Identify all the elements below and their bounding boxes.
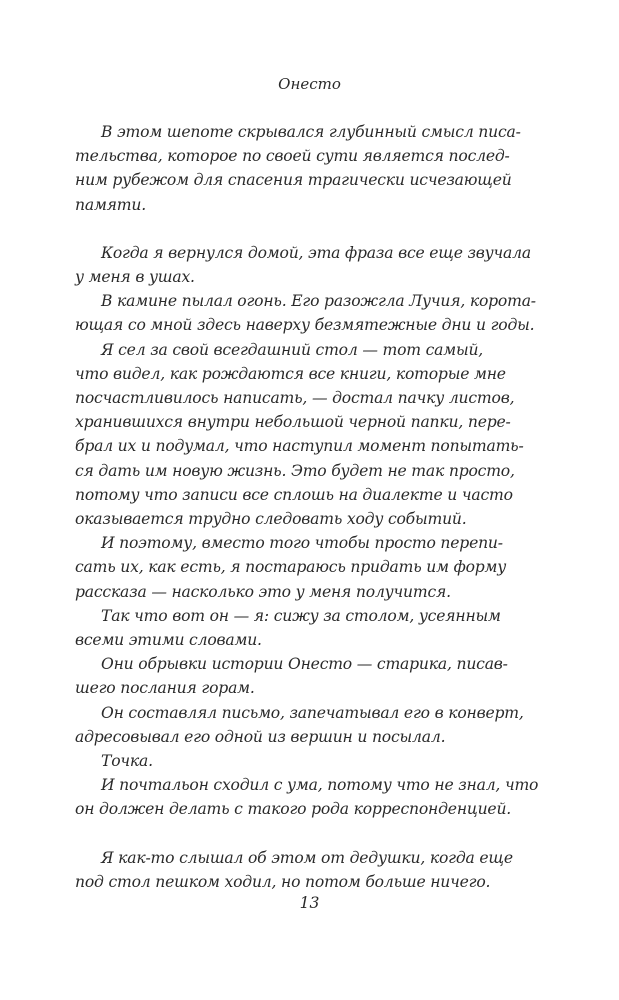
text-line: сать их, как есть, я постараюсь придать им форму (75, 558, 507, 577)
text-line: памяти. (75, 195, 146, 214)
text-line: ся дать им новую жизнь. Это будет не так просто, (75, 461, 515, 480)
text-line: тельства, которое по своей сути является послед- (75, 147, 510, 166)
text-line: В камине пылал огонь. Его разожгла Лучия, корота- (101, 292, 536, 311)
text-line: Я как-то слышал об этом от дедушки, когда еще (101, 848, 513, 867)
body-text (75, 120, 545, 894)
text-line: посчастливилось написать, — достал пачку листов, (75, 389, 515, 408)
paragraph (75, 531, 545, 604)
paragraph (75, 120, 545, 217)
section-break (75, 822, 545, 846)
text-line: хранившихся внутри небольшой черной папки, пере- (75, 413, 511, 432)
text-line: Когда я вернулся домой, эта фраза все еще звучала (101, 243, 531, 262)
text-line: под стол пешком ходил, но потом больше ничего. (75, 872, 491, 891)
text-line: Я сел за свой всегдашний стол — тот самый, (101, 340, 484, 359)
text-line: И поэтому, вместо того чтобы просто перепи- (101, 534, 503, 553)
text-line: И почтальон сходил с ума, потому что не знал, что (101, 776, 539, 795)
paragraph (75, 604, 545, 652)
text-line: Они обрывки истории Онесто — старика, писав- (101, 655, 508, 674)
running-header: Онесто (278, 75, 341, 93)
text-line: ним рубежом для спасения трагически исчезающей (75, 171, 512, 190)
paragraph (75, 846, 545, 894)
text-line: Он составлял письмо, запечатывал его в конверт, (101, 703, 524, 722)
text-line: Так что вот он — я: сижу за столом, усеянным (101, 606, 501, 625)
text-line: он должен делать с такого рода корреспонденцией. (75, 800, 512, 819)
paragraph (75, 652, 545, 700)
text-line: ющая со мной здесь наверху безмятежные дни и годы. (75, 316, 535, 335)
text-line: оказывается трудно следовать ходу событий. (75, 510, 467, 529)
paragraph (75, 749, 545, 773)
text-line: рассказа — насколько это у меня получится. (75, 582, 451, 601)
text-line: у меня в ушах. (75, 268, 195, 287)
paragraph (75, 338, 545, 532)
text-line: потому что записи все сплошь на диалекте и часто (75, 485, 513, 504)
text-line: Точка. (101, 752, 153, 771)
text-line: брал их и подумал, что наступил момент попытать- (75, 437, 524, 456)
text-line: В этом шепоте скрывался глубинный смысл писа- (101, 123, 521, 141)
paragraph (75, 289, 545, 337)
paragraph (75, 773, 545, 821)
paragraph (75, 701, 545, 749)
section-break (75, 217, 545, 241)
text-line: что видел, как рождаются все книги, которые мне (75, 364, 506, 383)
page-number: 13 (299, 894, 320, 912)
paragraph (75, 241, 545, 289)
text-line: адресовывал его одной из вершин и посылал. (75, 727, 446, 746)
text-line: всеми этими словами. (75, 631, 262, 650)
text-line: шего послания горам. (75, 679, 255, 698)
